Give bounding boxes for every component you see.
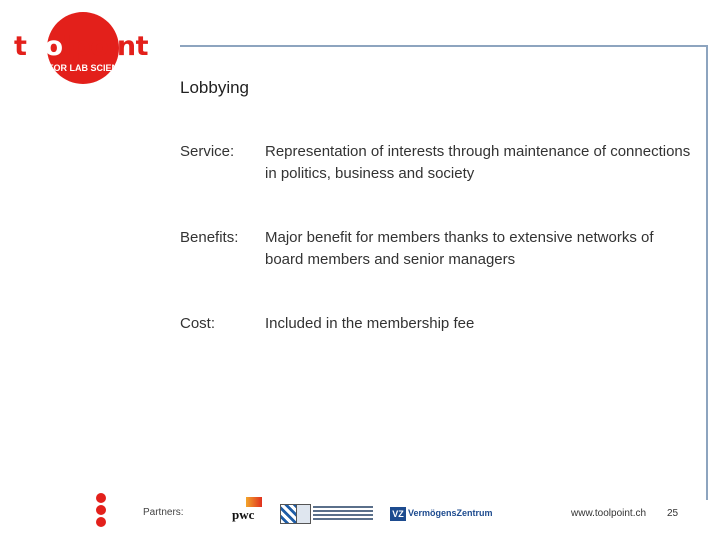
toolpoint-logo [14, 12, 148, 84]
footer-dots [96, 493, 108, 529]
footer-dot [96, 505, 106, 515]
frame-top-line [180, 45, 708, 47]
cost-value: Included in the membership fee [265, 315, 475, 332]
logo-wordmark: toolpoint [14, 31, 149, 62]
vz-mark: VZ [390, 507, 406, 521]
pwc-bars [246, 497, 262, 507]
logo-tagline: FOR LAB SCIENCE [48, 63, 131, 73]
frame-right-line [706, 45, 708, 500]
service-value: Representation of interests through maintenance of connections in politics, business and society [265, 143, 691, 182]
slide-heading: Lobbying [180, 78, 250, 97]
footer-dot [96, 493, 106, 503]
partners-label: Partners: [143, 507, 184, 518]
canton-zurich-logo [280, 503, 375, 523]
service-label: Service: [180, 143, 235, 160]
pwc-logo [230, 497, 264, 523]
footer-url[interactable]: www.toolpoint.ch [571, 508, 647, 519]
benefits-label: Benefits: [180, 229, 239, 246]
canton-text-lines [313, 506, 373, 522]
vz-name: VermögensZentrum [408, 508, 493, 518]
canton-lion-icon [296, 504, 311, 524]
cost-label: Cost: [180, 315, 216, 332]
vz-logo [390, 507, 493, 521]
benefits-value: Major benefit for members thanks to extensive networks of board members and senior managers [265, 229, 654, 268]
footer-dot [96, 517, 106, 527]
pwc-text: pwc [232, 507, 255, 522]
page-number: 25 [667, 508, 679, 519]
